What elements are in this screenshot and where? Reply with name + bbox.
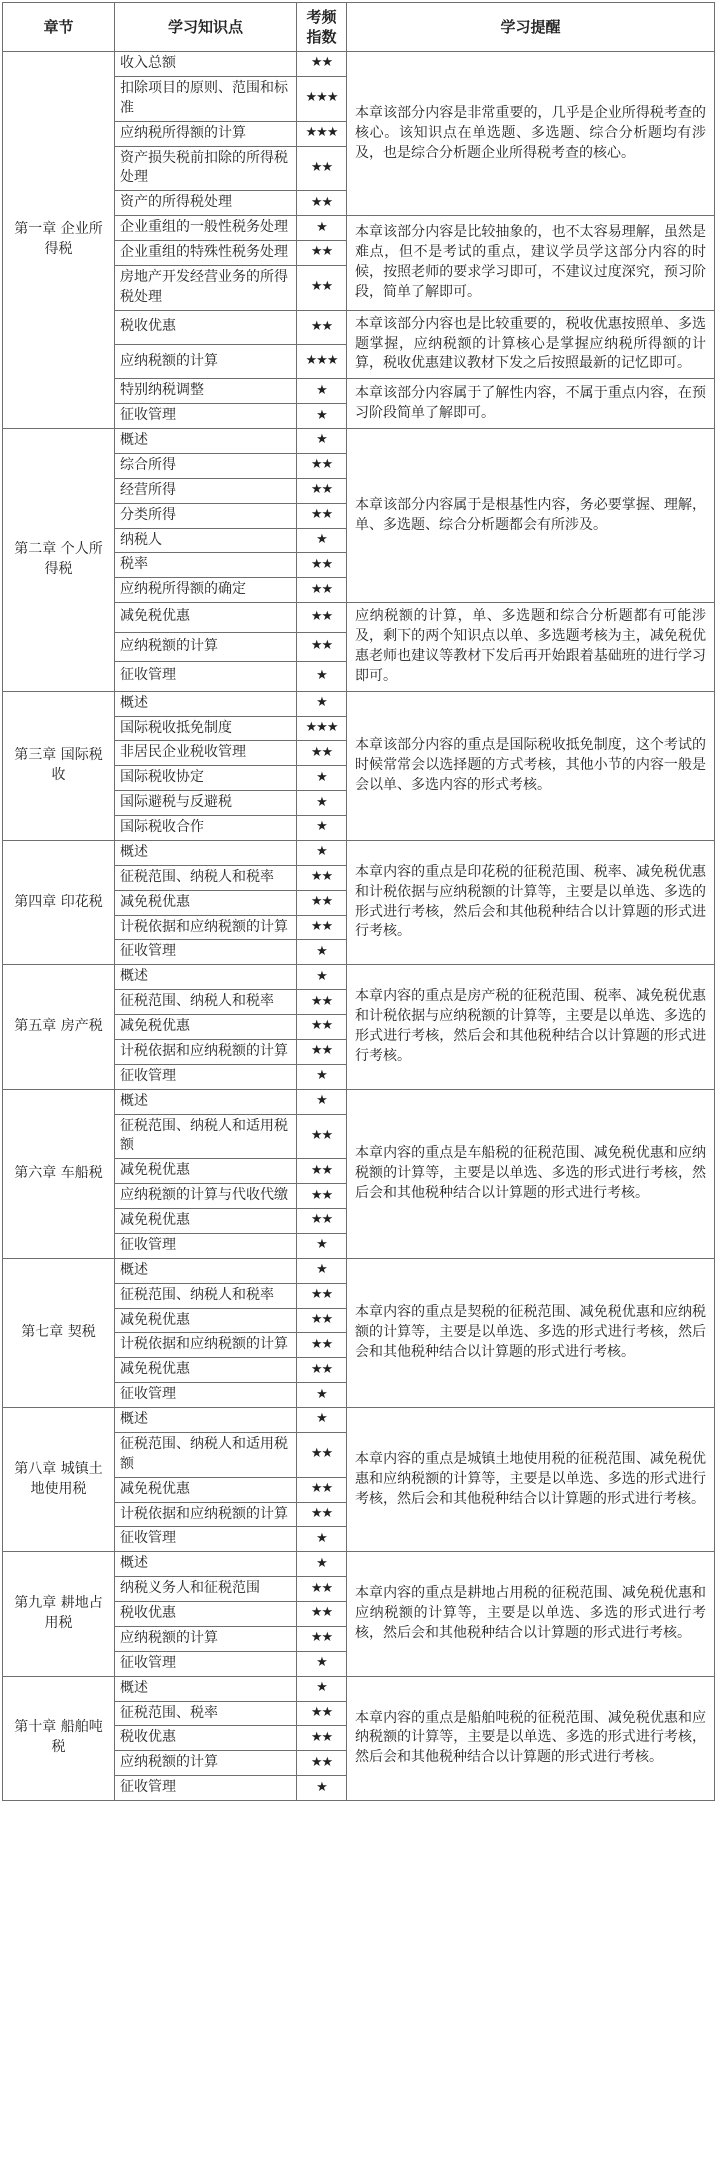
knowledge-point-cell: 应纳税额的计算 [115,1626,297,1651]
table-body [3,52,715,1801]
study-tip-cell: 本章该部分内容也是比较重要的，税收优惠按照单、多选题掌握，应纳税额的计算核心是掌握应纳税所得额的计算，税收优惠建议教材下发之后按照最新的记忆即可。 [347,310,715,379]
frequency-stars-cell: ★ [297,766,347,791]
knowledge-point-cell: 税收优惠 [115,310,297,344]
chapter-cell: 第五章 房产税 [3,965,115,1089]
frequency-stars-cell: ★★ [297,578,347,603]
table-row [3,1408,715,1433]
knowledge-point-cell: 征收管理 [115,404,297,429]
frequency-stars-cell: ★ [297,1258,347,1283]
frequency-stars-cell: ★★ [297,310,347,344]
knowledge-point-cell: 企业重组的特殊性税务处理 [115,241,297,266]
knowledge-point-cell: 计税依据和应纳税额的计算 [115,1502,297,1527]
knowledge-point-cell: 概述 [115,1552,297,1577]
frequency-stars-cell: ★ [297,1676,347,1701]
header-study-tip: 学习提醒 [347,3,715,52]
knowledge-point-cell: 国际税收协定 [115,766,297,791]
study-tip-cell: 本章该部分内容是非常重要的，几乎是企业所得税考查的核心。该知识点在单选题、多选题、综合分析题均有涉及，也是综合分析题企业所得税考查的核心。 [347,52,715,216]
knowledge-point-cell: 征税范围、税率 [115,1701,297,1726]
knowledge-point-cell: 计税依据和应纳税额的计算 [115,915,297,940]
study-tip-cell: 本章该部分内容属于了解性内容，不属于重点内容，在预习阶段简单了解即可。 [347,379,715,429]
chapter-cell: 第四章 印花税 [3,840,115,964]
table-row [3,691,715,716]
knowledge-point-cell: 征收管理 [115,662,297,692]
frequency-stars-cell: ★ [297,429,347,454]
knowledge-point-cell: 征税范围、纳税人和适用税额 [115,1432,297,1477]
knowledge-point-cell: 资产的所得税处理 [115,191,297,216]
frequency-stars-cell: ★ [297,1233,347,1258]
frequency-stars-cell: ★★ [297,632,347,662]
frequency-stars-cell: ★ [297,1527,347,1552]
knowledge-point-cell: 减免税优惠 [115,1015,297,1040]
header-chapter: 章节 [3,3,115,52]
frequency-stars-cell: ★★ [297,1159,347,1184]
table-row [3,965,715,990]
knowledge-point-cell: 征税范围、纳税人和税率 [115,990,297,1015]
table-row [3,52,715,77]
table-row [3,429,715,454]
knowledge-point-cell: 减免税优惠 [115,603,297,633]
study-tip-cell: 本章该部分内容是比较抽象的，也不太容易理解，虽然是难点，但不是考试的重点，建议学员学这部分内容的时候，按照老师的要求学习即可，不建议过度深究，预习阶段，简单了解即可。 [347,216,715,311]
knowledge-point-cell: 资产损失税前扣除的所得税处理 [115,146,297,191]
frequency-stars-cell: ★ [297,1064,347,1089]
frequency-stars-cell: ★★ [297,1701,347,1726]
knowledge-point-cell: 非居民企业税收管理 [115,741,297,766]
knowledge-point-cell: 征税范围、纳税人和适用税额 [115,1114,297,1159]
knowledge-point-cell: 征收管理 [115,1383,297,1408]
chapter-cell: 第三章 国际税收 [3,691,115,840]
frequency-stars-cell: ★★ [297,1432,347,1477]
table-header-row [3,3,715,52]
frequency-stars-cell: ★★ [297,1751,347,1776]
frequency-stars-cell: ★★ [297,265,347,310]
frequency-stars-cell: ★★ [297,603,347,633]
frequency-stars-cell: ★ [297,1776,347,1801]
frequency-stars-cell: ★★ [297,1502,347,1527]
knowledge-point-cell: 征税范围、纳税人和税率 [115,865,297,890]
knowledge-point-cell: 概述 [115,1089,297,1114]
study-tip-cell: 本章内容的重点是城镇土地使用税的征税范围、减免税优惠和应纳税额的计算等，主要是以单选、多选的形式进行考核，然后会和其他税种结合以计算题的形式进行考核。 [347,1408,715,1552]
knowledge-point-cell: 应纳税额的计算 [115,1751,297,1776]
knowledge-point-cell: 征收管理 [115,1776,297,1801]
knowledge-point-cell: 纳税人 [115,528,297,553]
frequency-stars-cell: ★ [297,662,347,692]
frequency-stars-cell: ★★ [297,191,347,216]
knowledge-point-cell: 计税依据和应纳税额的计算 [115,1039,297,1064]
chapter-cell: 第七章 契税 [3,1258,115,1407]
frequency-stars-cell: ★ [297,691,347,716]
frequency-stars-cell: ★ [297,965,347,990]
chapter-cell: 第十章 船舶吨税 [3,1676,115,1800]
frequency-stars-cell: ★★ [297,1726,347,1751]
frequency-stars-cell: ★★ [297,915,347,940]
frequency-stars-cell: ★★ [297,1308,347,1333]
frequency-stars-cell: ★ [297,379,347,404]
knowledge-point-cell: 概述 [115,1258,297,1283]
frequency-stars-cell: ★★ [297,1358,347,1383]
study-tip-cell: 应纳税额的计算，单、多选题和综合分析题都有可能涉及，剩下的两个知识点以单、多选题考核为主，减免税优惠老师也建议等教材下发后再开始跟着基础班的进行学习即可。 [347,603,715,692]
frequency-stars-cell: ★★ [297,1626,347,1651]
study-tip-cell: 本章内容的重点是契税的征税范围、减免税优惠和应纳税额的计算等，主要是以单选、多选的形式进行考核，然后会和其他税种结合以计算题的形式进行考核。 [347,1258,715,1407]
chapter-cell: 第二章 个人所得税 [3,429,115,692]
frequency-stars-cell: ★ [297,816,347,841]
frequency-stars-cell: ★★★ [297,76,347,121]
knowledge-point-cell: 征收管理 [115,1651,297,1676]
frequency-stars-cell: ★★ [297,52,347,77]
frequency-stars-cell: ★★★ [297,121,347,146]
knowledge-point-cell: 综合所得 [115,453,297,478]
frequency-stars-cell: ★★ [297,1114,347,1159]
knowledge-point-cell: 税率 [115,553,297,578]
table-row [3,1552,715,1577]
knowledge-point-cell: 征收管理 [115,1233,297,1258]
knowledge-point-cell: 概述 [115,429,297,454]
table-row [3,840,715,865]
frequency-stars-cell: ★ [297,1408,347,1433]
knowledge-point-cell: 应纳税额的计算 [115,632,297,662]
knowledge-point-cell: 征收管理 [115,1527,297,1552]
header-exam-frequency: 考频指数 [297,3,347,52]
knowledge-point-cell: 减免税优惠 [115,1159,297,1184]
frequency-stars-cell: ★ [297,1651,347,1676]
frequency-stars-cell: ★★ [297,1477,347,1502]
study-tip-cell: 本章该部分内容的重点是国际税收抵免制度，这个考试的时候常常会以选择题的方式考核，其他小节的内容一般是会以单、多选内容的形式考核。 [347,691,715,840]
frequency-stars-cell: ★★ [297,741,347,766]
knowledge-point-cell: 概述 [115,965,297,990]
knowledge-point-cell: 国际避税与反避税 [115,791,297,816]
study-tip-cell: 本章该部分内容属于是根基性内容，务必要掌握、理解，单、多选题、综合分析题都会有所涉及。 [347,429,715,603]
frequency-stars-cell: ★★ [297,865,347,890]
knowledge-point-cell: 应纳税额的计算与代收代缴 [115,1184,297,1209]
frequency-stars-cell: ★★ [297,1015,347,1040]
frequency-stars-cell: ★★ [297,553,347,578]
header-knowledge-point: 学习知识点 [115,3,297,52]
frequency-stars-cell: ★★ [297,241,347,266]
knowledge-point-cell: 概述 [115,1676,297,1701]
knowledge-point-cell: 房地产开发经营业务的所得税处理 [115,265,297,310]
frequency-stars-cell: ★★ [297,990,347,1015]
knowledge-point-cell: 特别纳税调整 [115,379,297,404]
knowledge-point-cell: 减免税优惠 [115,890,297,915]
knowledge-point-cell: 国际税收抵免制度 [115,716,297,741]
table-row [3,1258,715,1283]
frequency-stars-cell: ★★ [297,1184,347,1209]
frequency-stars-cell: ★ [297,528,347,553]
frequency-stars-cell: ★ [297,216,347,241]
frequency-stars-cell: ★★ [297,1039,347,1064]
frequency-stars-cell: ★★ [297,146,347,191]
knowledge-point-cell: 收入总额 [115,52,297,77]
knowledge-point-cell: 计税依据和应纳税额的计算 [115,1333,297,1358]
frequency-stars-cell: ★★ [297,478,347,503]
knowledge-point-cell: 分类所得 [115,503,297,528]
knowledge-point-cell: 应纳税所得额的确定 [115,578,297,603]
frequency-stars-cell: ★★ [297,1209,347,1234]
study-tip-cell: 本章内容的重点是船舶吨税的征税范围、减免税优惠和应纳税额的计算等，主要是以单选、多选的形式进行考核，然后会和其他税种结合以计算题的形式进行考核。 [347,1676,715,1800]
frequency-stars-cell: ★ [297,1383,347,1408]
chapter-cell: 第九章 耕地占用税 [3,1552,115,1676]
knowledge-point-cell: 减免税优惠 [115,1477,297,1502]
knowledge-point-cell: 减免税优惠 [115,1308,297,1333]
knowledge-point-cell: 应纳税额的计算 [115,344,297,378]
frequency-stars-cell: ★★ [297,1333,347,1358]
knowledge-point-cell: 征收管理 [115,940,297,965]
table-row [3,1676,715,1701]
knowledge-point-cell: 纳税义务人和征税范围 [115,1577,297,1602]
knowledge-point-cell: 概述 [115,691,297,716]
study-guide-table [2,2,715,1801]
knowledge-point-cell: 企业重组的一般性税务处理 [115,216,297,241]
knowledge-point-cell: 征税范围、纳税人和税率 [115,1283,297,1308]
frequency-stars-cell: ★ [297,404,347,429]
table-row [3,1089,715,1114]
knowledge-point-cell: 减免税优惠 [115,1358,297,1383]
knowledge-point-cell: 税收优惠 [115,1602,297,1627]
frequency-stars-cell: ★★ [297,890,347,915]
frequency-stars-cell: ★★ [297,1283,347,1308]
frequency-stars-cell: ★ [297,1089,347,1114]
frequency-stars-cell: ★★★ [297,344,347,378]
knowledge-point-cell: 概述 [115,840,297,865]
frequency-stars-cell: ★★★ [297,716,347,741]
frequency-stars-cell: ★ [297,1552,347,1577]
frequency-stars-cell: ★★ [297,453,347,478]
study-tip-cell: 本章内容的重点是房产税的征税范围、税率、减免税优惠和计税依据与应纳税额的计算等，主要是以单选、多选的形式进行考核，然后会和其他税种结合以计算题的形式进行考核。 [347,965,715,1089]
chapter-cell: 第一章 企业所得税 [3,52,115,429]
knowledge-point-cell: 国际税收合作 [115,816,297,841]
study-tip-cell: 本章内容的重点是车船税的征税范围、减免税优惠和应纳税额的计算等，主要是以单选、多选的形式进行考核，然后会和其他税种结合以计算题的形式进行考核。 [347,1089,715,1258]
chapter-cell: 第八章 城镇土地使用税 [3,1408,115,1552]
knowledge-point-cell: 减免税优惠 [115,1209,297,1234]
knowledge-point-cell: 概述 [115,1408,297,1433]
knowledge-point-cell: 应纳税所得额的计算 [115,121,297,146]
frequency-stars-cell: ★ [297,940,347,965]
frequency-stars-cell: ★★ [297,1577,347,1602]
chapter-cell: 第六章 车船税 [3,1089,115,1258]
knowledge-point-cell: 经营所得 [115,478,297,503]
frequency-stars-cell: ★★ [297,503,347,528]
knowledge-point-cell: 征收管理 [115,1064,297,1089]
frequency-stars-cell: ★ [297,791,347,816]
frequency-stars-cell: ★ [297,840,347,865]
frequency-stars-cell: ★★ [297,1602,347,1627]
knowledge-point-cell: 扣除项目的原则、范围和标准 [115,76,297,121]
study-tip-cell: 本章内容的重点是耕地占用税的征税范围、减免税优惠和应纳税额的计算等，主要是以单选、多选的形式进行考核，然后会和其他税种结合以计算题的形式进行考核。 [347,1552,715,1676]
study-tip-cell: 本章内容的重点是印花税的征税范围、税率、减免税优惠和计税依据与应纳税额的计算等，主要是以单选、多选的形式进行考核，然后会和其他税种结合以计算题的形式进行考核。 [347,840,715,964]
knowledge-point-cell: 税收优惠 [115,1726,297,1751]
